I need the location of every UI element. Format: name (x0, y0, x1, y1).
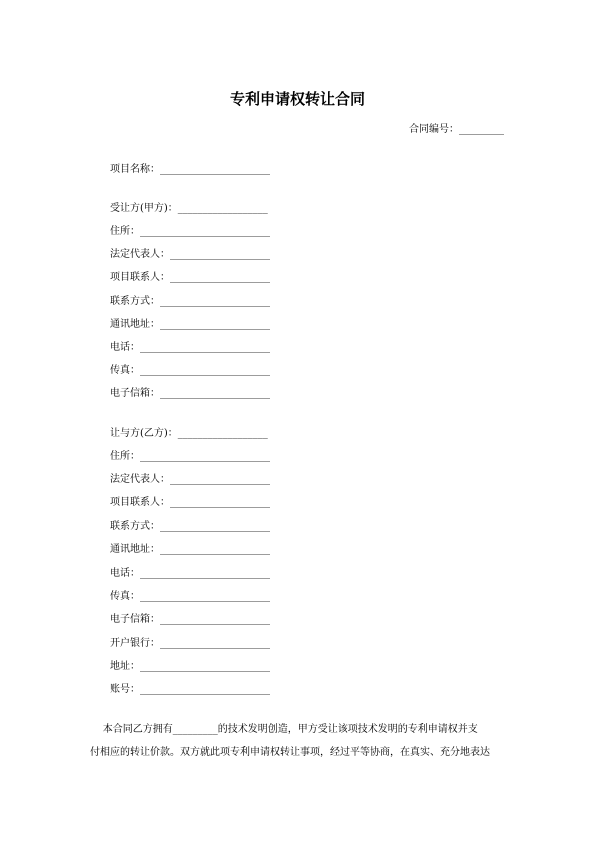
party-b-fax: 传真：__________________________ (110, 591, 270, 602)
body-paragraph-line-2: 付相应的转让价款。双方就此项专利申请权转让事项，经过平等协商，在真实、充分地表达 (90, 747, 490, 758)
party-b-address: 住所：__________________________ (110, 451, 270, 462)
party-b-bank: 开户银行：______________________ (110, 638, 270, 649)
party-b-contact-method: 联系方式：______________________ (110, 521, 270, 532)
party-a-header: 受让方(甲方)：__________________ (110, 203, 268, 214)
party-b-phone: 电话：__________________________ (110, 568, 270, 579)
contract-number: 合同编号：_________ (409, 124, 504, 135)
party-b-account: 账号：__________________________ (110, 684, 270, 695)
party-b-address2: 地址：__________________________ (110, 661, 270, 672)
party-a-phone: 电话：__________________________ (110, 342, 270, 353)
party-a-fax: 传真：__________________________ (110, 365, 270, 376)
party-b-header: 让与方(乙方)：__________________ (110, 428, 268, 439)
party-a-address: 住所：__________________________ (110, 226, 270, 237)
page-title: 专利申请权转让合同 (229, 90, 365, 108)
party-a-contact-person: 项目联系人：____________________ (110, 272, 270, 283)
party-b-contact-person: 项目联系人：____________________ (110, 497, 270, 508)
body-paragraph-line-1: 本合同乙方拥有_________的技术发明创造，甲方受让该项技术发明的专利申请权并支 (90, 724, 478, 735)
party-a-email: 电子信箱：______________________ (110, 388, 270, 399)
party-a-mail-address: 通讯地址：______________________ (110, 319, 270, 330)
party-b-legal-rep: 法定代表人：____________________ (110, 474, 270, 485)
party-a-contact-method: 联系方式：______________________ (110, 296, 270, 307)
party-b-mail-address: 通讯地址：______________________ (110, 544, 270, 555)
project-name-field: 项目名称：______________________ (110, 164, 270, 175)
party-a-legal-rep: 法定代表人：____________________ (110, 249, 270, 260)
party-b-email: 电子信箱：______________________ (110, 614, 270, 625)
